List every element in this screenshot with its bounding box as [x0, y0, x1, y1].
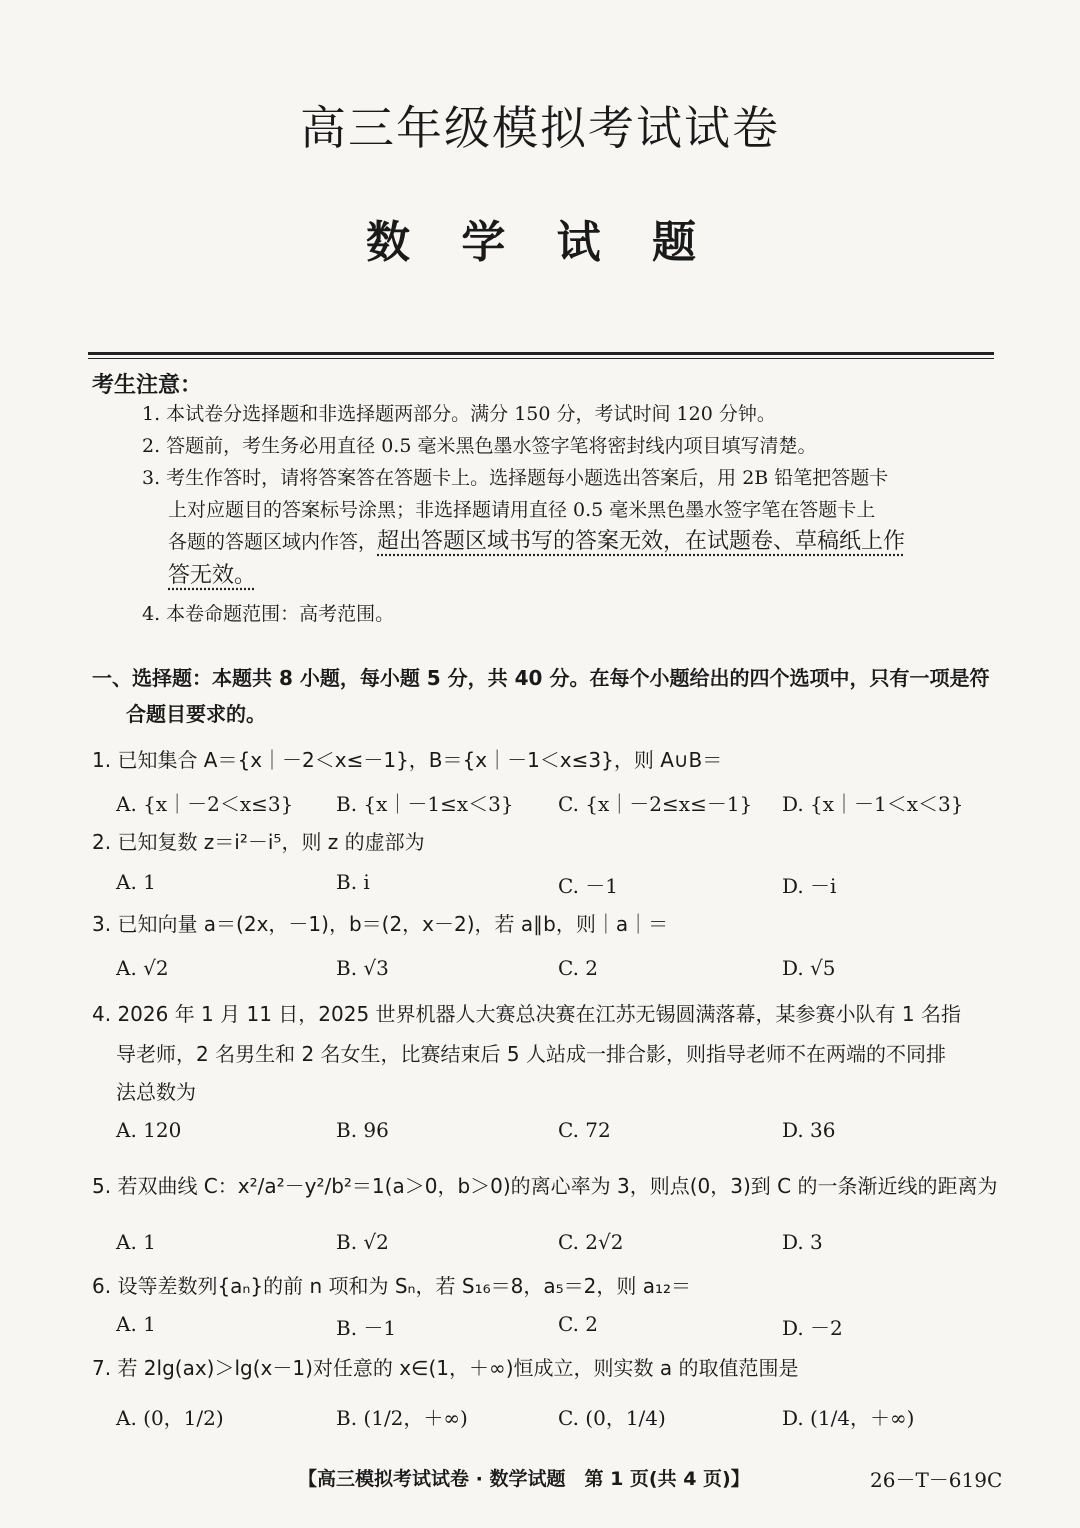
q3-option-c: C. 2 — [558, 956, 599, 980]
q4-option-a: A. 120 — [116, 1118, 182, 1142]
question-1-options — [116, 788, 996, 822]
question-4-cont2: 法总数为 — [116, 1080, 196, 1104]
q4-option-b: B. 96 — [336, 1118, 389, 1142]
q1-option-b: B. {x｜－1≤x＜3} — [336, 792, 514, 816]
notice-item-3: 3. 考生作答时，请将答案答在答题卡上。选择题每小题选出答案后，用 2B 铅笔把答题卡 — [142, 467, 889, 489]
page-footer: 【高三模拟考试试卷 · 数学试题 第 1 页(共 4 页)】 — [298, 1468, 750, 1490]
q1-option-c: C. {x｜－2≤x≤－1} — [558, 792, 753, 816]
q6-option-c: C. 2 — [558, 1312, 599, 1336]
question-3: 3. 已知向量 a＝(2x，－1)，b＝(2，x－2)，若 a∥b，则｜a｜＝ — [92, 912, 669, 936]
question-4: 4. 2026 年 1 月 11 日，2025 世界机器人大赛总决赛在江苏无锡圆满落幕，某参赛小队有 1 名指 — [92, 1002, 961, 1026]
q5-option-b: B. √2 — [336, 1230, 389, 1254]
notice-item-3-emphasis: 超出答题区域书写的答案无效，在试题卷、草稿纸上作 — [377, 529, 906, 554]
question-7: 7. 若 2lg(ax)＞lg(x－1)对任意的 x∈(1，＋∞)恒成立，则实数 a 的取值范围是 — [92, 1356, 799, 1380]
q3-option-a: A. √2 — [116, 956, 169, 980]
q6-option-d: D. －2 — [782, 1316, 843, 1340]
q7-option-d: D. (1/4，＋∞) — [782, 1406, 915, 1430]
notice-heading: 考生注意： — [92, 373, 203, 398]
notice-item-3-plain: 各题的答题区域内作答， — [168, 531, 378, 553]
q4-option-d: D. 36 — [782, 1118, 836, 1142]
q5-option-a: A. 1 — [116, 1230, 156, 1254]
question-5: 5. 若双曲线 C：x²/a²－y²/b²＝1(a＞0，b＞0)的离心率为 3，则点(0，3)到 C 的一条渐近线的距离为 — [92, 1174, 998, 1198]
question-4-cont1: 导老师，2 名男生和 2 名女生，比赛结束后 5 人站成一排合影，则指导老师不在两端的不同排 — [116, 1042, 946, 1066]
q4-option-c: C. 72 — [558, 1118, 611, 1142]
notice-item-4: 4. 本卷命题范围：高考范围。 — [142, 603, 395, 625]
question-1: 1. 已知集合 A＝{x｜－2＜x≤－1}，B＝{x｜－1＜x≤3}，则 A∪B＝ — [92, 748, 723, 772]
q7-option-b: B. (1/2，＋∞) — [336, 1406, 468, 1430]
question-4-options — [116, 1118, 996, 1152]
q3-option-b: B. √3 — [336, 956, 389, 980]
q2-option-c: C. －1 — [558, 874, 619, 898]
q7-option-c: C. (0，1/4) — [558, 1406, 666, 1430]
question-3-options — [116, 956, 996, 990]
question-5-options — [116, 1230, 996, 1264]
paper-code: 26－T－619C — [870, 1468, 1003, 1492]
question-2: 2. 已知复数 z＝i²－i⁵，则 z 的虚部为 — [92, 830, 425, 854]
q6-option-b: B. －1 — [336, 1316, 397, 1340]
section-heading-line1: 一、选择题：本题共 8 小题，每小题 5 分，共 40 分。在每个小题给出的四个选项中，只有一项是符 — [92, 666, 990, 690]
q2-option-b: B. i — [336, 870, 370, 894]
q3-option-d: D. √5 — [782, 956, 836, 980]
q1-option-a: A. {x｜－2＜x≤3} — [116, 792, 294, 816]
section-heading-line2: 合题目要求的。 — [126, 702, 266, 726]
question-7-options — [116, 1402, 996, 1436]
q5-option-c: C. 2√2 — [558, 1230, 624, 1254]
notice-item-3-cont3 — [168, 560, 256, 592]
question-6-options — [116, 1312, 996, 1346]
q7-option-a: A. (0，1/2) — [116, 1406, 224, 1430]
question-6: 6. 设等差数列{aₙ}的前 n 项和为 Sₙ，若 S₁₆＝8，a₅＝2，则 a₁₂＝ — [92, 1274, 691, 1298]
subject-title: 数 学 试 题 — [366, 217, 714, 268]
question-2-options — [116, 870, 996, 904]
q1-option-d: D. {x｜－1＜x＜3} — [782, 792, 964, 816]
q2-option-d: D. －i — [782, 874, 837, 898]
q6-option-a: A. 1 — [116, 1312, 156, 1336]
divider-thick — [88, 352, 994, 355]
q2-option-a: A. 1 — [116, 870, 156, 894]
notice-item-3-emphasis-end: 答无效。 — [168, 563, 257, 588]
page-title: 高三年级模拟考试试卷 — [300, 101, 780, 155]
notice-item-2: 2. 答题前，考生务必用直径 0.5 毫米黑色墨水签字笔将密封线内项目填写清楚。 — [142, 435, 817, 457]
q5-option-d: D. 3 — [782, 1230, 823, 1254]
section-heading — [92, 660, 1002, 732]
notice-item-1: 1. 本试卷分选择题和非选择题两部分。满分 150 分，考试时间 120 分钟。 — [142, 403, 776, 425]
notice-item-3-cont2 — [168, 526, 905, 558]
notice-item-3-cont1: 上对应题目的答案标号涂黑；非选择题请用直径 0.5 毫米黑色墨水签字笔在答题卡上 — [168, 499, 876, 521]
divider-thin — [88, 358, 994, 359]
